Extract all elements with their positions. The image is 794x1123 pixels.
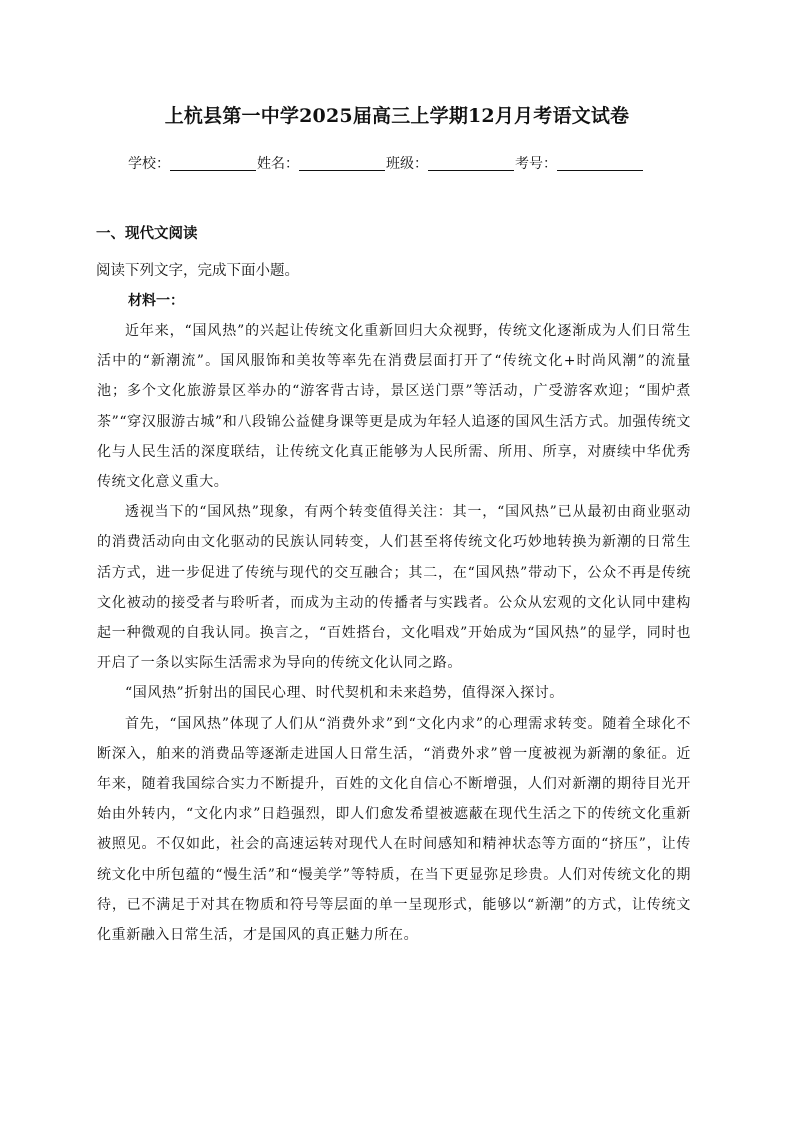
info-blank-class xyxy=(428,155,514,171)
info-label-name: 姓名： xyxy=(257,156,299,172)
exam-title: 上杭县第一中学2025届高三上学期12月月考语文试卷 xyxy=(164,105,630,127)
info-label-school: 学校： xyxy=(128,156,170,172)
student-info-row xyxy=(128,153,688,173)
info-blank-exam-number xyxy=(557,155,643,171)
reading-instruction: 阅读下列文字，完成下面小题。 xyxy=(96,263,299,279)
material-label: 材料一： xyxy=(128,293,184,309)
passage-body xyxy=(97,316,691,950)
section-heading: 一、现代文阅读 xyxy=(96,226,198,242)
passage-paragraph-3: “国风热”折射出的国民心理、时代契机和未来趋势，值得深入探讨。 xyxy=(125,685,564,702)
info-field-school xyxy=(128,153,257,173)
info-blank-name xyxy=(299,155,385,171)
passage-paragraph-1: 近年来，“国风热”的兴起让传统文化重新回归大众视野，传统文化逐渐成为人们日常生活中的“新潮流”。国风服饰和美妆等率先在消费层面打开了“传统文化+时尚风潮”的流量池；多个文化旅游景区举办的“游客背古诗，景区送门票”等活动，广受游客欢迎；“围炉煮茶”“穿汉服游古城”和八段锦公益健身课等更是成为年轻人追逐的国风生活方式。加强传统文化与人民生活的深度联结，让传统文化真正能够为人民所需、所用、所享，对赓续中华优秀传统文化意义重大。 xyxy=(97,323,691,491)
passage-paragraph-2: 透视当下的“国风热”现象，有两个转变值得关注：其一，“国风热”已从最初由商业驱动的消费活动向由文化驱动的民族认同转变，人们甚至将传统文化巧妙地转换为新潮的日常生活方式，进一步促进了传统与现代的交互融合；其二，在“国风热”带动下，公众不再是传统文化被动的接受者与聆听者，而成为主动的传播者与实践者。公众从宏观的文化认同中建构起一种微观的自我认同。换言之，“百姓搭台，文化唱戏”开始成为“国风热”的显学，同时也开启了一条以实际生活需求为导向的传统文化认同之路。 xyxy=(97,504,691,672)
info-label-class: 班级： xyxy=(386,156,428,172)
info-field-class xyxy=(386,153,515,173)
info-label-exam-number: 考号： xyxy=(515,156,557,172)
info-field-name xyxy=(257,153,386,173)
info-field-exam-number xyxy=(515,153,644,173)
passage-paragraph-4: 首先，“国风热”体现了人们从“消费外求”到“文化内求”的心理需求转变。随着全球化不断深入，舶来的消费品等逐渐走进国人日常生活，“消费外求”曾一度被视为新潮的象征。近年来，随着我国综合实力不断提升，百姓的文化自信心不断增强，人们对新潮的期待目光开始由外转内，“文化内求”日趋强烈，即人们愈发希望被遮蔽在现代生活之下的传统文化重新被照见。不仅如此，社会的高速运转对现代人在时间感知和精神状态等方面的“挤压”，让传统文化中所包蕴的“慢生活”和“慢美学”等特质，在当下更显弥足珍贵。人们对传统文化的期待，已不满足于对其在物质和符号等层面的单一呈现形式，能够以“新潮”的方式，让传统文化重新融入日常生活，才是国风的真正魅力所在。 xyxy=(97,715,691,944)
info-blank-school xyxy=(170,155,256,171)
